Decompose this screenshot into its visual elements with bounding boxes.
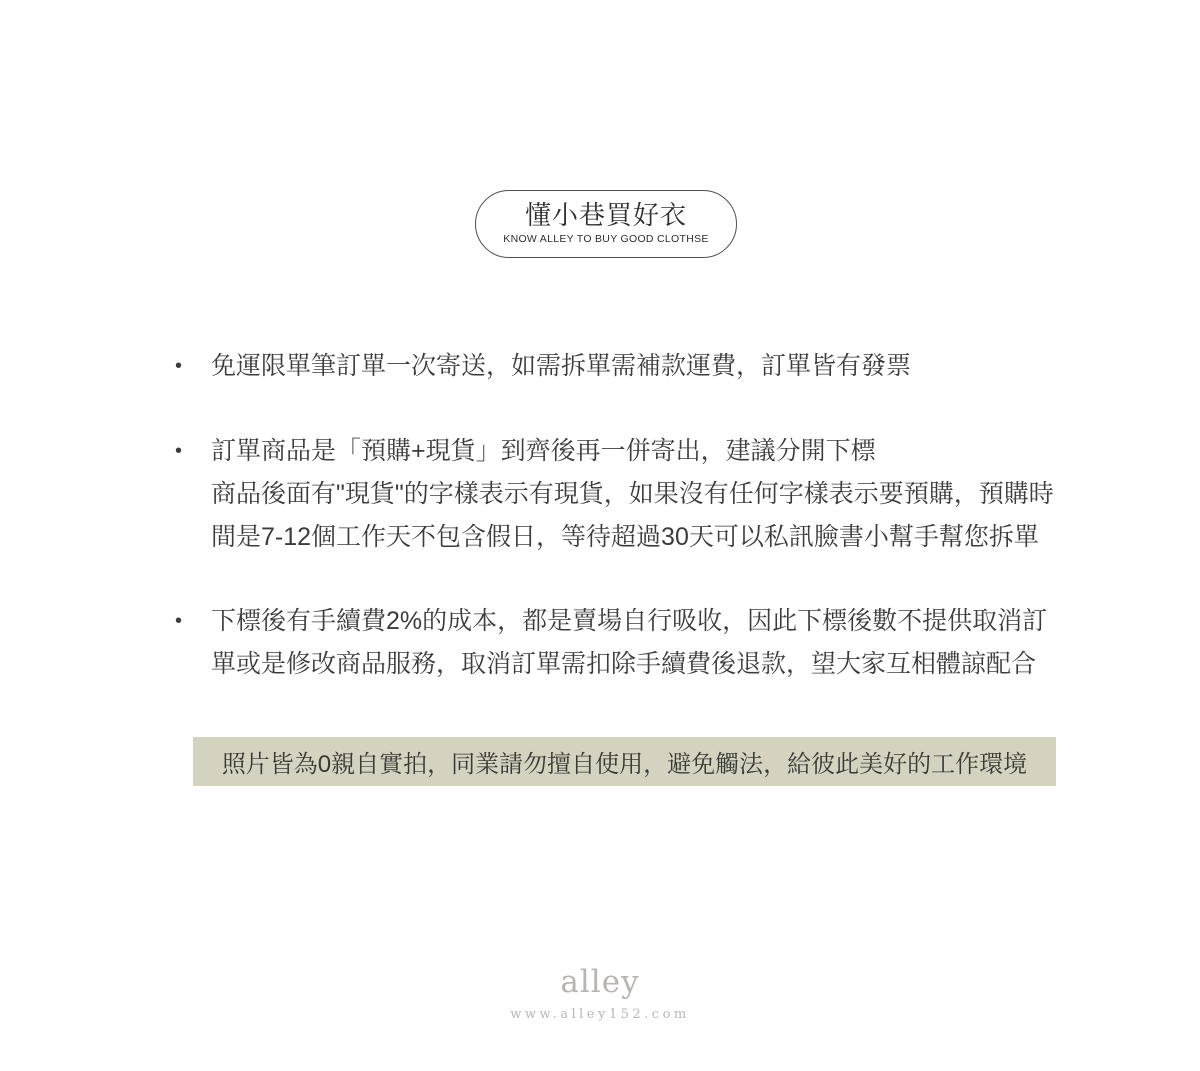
policy-item-preorder — [175, 430, 1060, 559]
policy-item-text — [211, 600, 1060, 686]
brand-subtitle: KNOW ALLEY TO BUY GOOD CLOTHSE — [503, 233, 709, 245]
bullet-icon: • — [175, 440, 183, 462]
brand-badge — [475, 190, 737, 258]
policy-line: 單或是修改商品服務，取消訂單需扣除手續費後退款，望大家互相體諒配合 — [211, 650, 1037, 678]
brand-title: 懂小巷買好衣 — [524, 200, 687, 230]
website-url: www.alley152.com — [510, 1007, 690, 1022]
policy-item-text — [211, 430, 1060, 559]
bullet-icon: • — [175, 610, 183, 632]
policy-line: 下標後有手續費2%的成本，都是賣場自行吸收，因此下標後數不提供取消訂 — [211, 607, 1048, 635]
policy-line: 免運限單筆訂單一次寄送，如需拆單需補款運費，訂單皆有發票 — [211, 352, 912, 380]
brand-logo: alley — [560, 964, 640, 1000]
bullet-icon: • — [175, 355, 183, 377]
photo-copyright-banner: 照片皆為0親自實拍，同業請勿擅自使用，避免觸法，給彼此美好的工作環境 — [193, 737, 1056, 786]
policy-line: 商品後面有"現貨"的字樣表示有現貨，如果沒有任何字樣表示要預購，預購時 — [211, 480, 1054, 508]
policy-item-fees — [175, 600, 1060, 686]
policy-item-text — [211, 345, 1060, 388]
policy-line: 訂單商品是「預購+現貨」到齊後再一併寄出，建議分開下標 — [211, 437, 876, 465]
policy-item-shipping — [175, 345, 1060, 388]
policy-line: 間是7-12個工作天不包含假日，等待超過30天可以私訊臉書小幫手幫您拆單 — [211, 523, 1039, 551]
